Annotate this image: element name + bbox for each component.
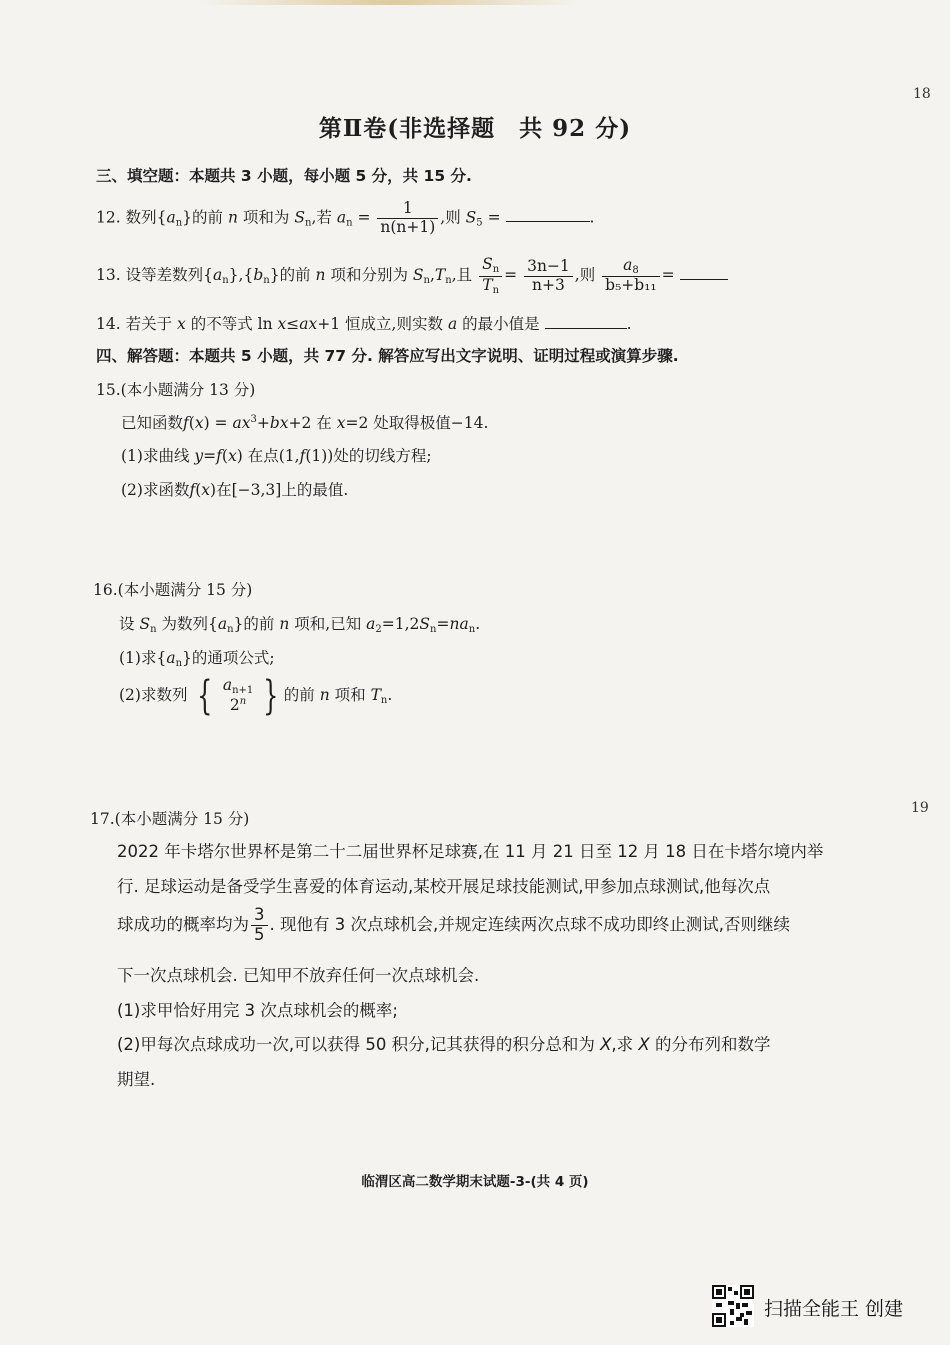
question-17-part-2-end: 期望. <box>117 1070 156 1089</box>
question-16-part-1: (1)求$\{a_n\}$的通项公式; <box>119 649 275 669</box>
part-two-title: 第Ⅱ卷(非选择题 共 92 分) <box>318 115 632 142</box>
q14-answer-blank[interactable] <box>545 314 627 329</box>
question-12: 12. 数列$\{a_n\}$的前 n 项和为 $S_n$,若 $a_n$ = $\frac{1}{n(n+1)}$ ,则 $S_5$ = . <box>96 199 595 236</box>
q12-fraction: $\frac{1}{n(n+1)}$ <box>377 200 438 237</box>
section-four-heading: 四、解答题：本题共 5 小题，共 77 分. 解答应写出文字说明、证明过程或演算步骤. <box>96 347 679 365</box>
q13-answer-blank[interactable] <box>680 265 728 280</box>
question-15-header: 15.(本小题满分 13 分) <box>96 381 256 399</box>
question-17-line-3: 球成功的概率均为 $\frac{3}{5}$ . 现他有 3 次点球机会,并规定连续两次点球不成功即终止测试,否则继续 <box>117 905 790 944</box>
q12-answer-blank[interactable] <box>506 207 590 222</box>
question-17-line-4: 下一次点球机会. 已知甲不放弃任何一次点球机会. <box>117 966 480 985</box>
question-14: 14. 若关于 x 的不等式 ln x≤ax+1 恒成立,则实数 a 的最小值是 . <box>96 315 632 333</box>
page-footer: 临渭区高二数学期末试题-3-(共 4 页) <box>361 1174 589 1190</box>
q13-fraction-target: $\frac{a_8}{\text{b₅+b₁₁}}$ <box>602 257 659 295</box>
q13-fraction-ratio: $\frac{S_n}{T_n}$ <box>479 256 502 296</box>
question-15-part-2: (2)求函数f(x)在[−3,3]上的最值. <box>121 481 349 499</box>
scan-edge-tint <box>200 0 580 5</box>
q16-sequence-fraction: $a_{n+1}$ 2$^n$ <box>222 675 254 715</box>
scanner-watermark: 扫描全能王 创建 <box>764 1298 904 1320</box>
question-17-line-2: 行. 足球运动是备受学生喜爱的体育运动,某校开展足球技能测试,甲参加点球测试,他每次点 <box>117 877 771 896</box>
question-15-part-1: (1)求曲线 y=f(x) 在点(1,f(1))处的切线方程; <box>121 447 432 465</box>
question-17-header: 17.(本小题满分 15 分) <box>90 810 250 828</box>
margin-page-number-top: 18 <box>913 86 931 102</box>
question-17-line-1: 2022 年卡塔尔世界杯是第二十二届世界杯足球赛,在 11 月 21 日至 12 月 18 日在卡塔尔境内举 <box>117 842 824 861</box>
margin-page-number-middle: 19 <box>911 800 929 816</box>
question-17-part-2: (2)甲每次点球成功一次,可以获得 50 积分,记其获得的积分总和为 X,求 X 的分布列和数学 <box>117 1035 771 1054</box>
q17-probability-fraction: $\frac{3}{5}$ <box>251 906 268 945</box>
question-15-stem: 已知函数$f(x) = ax^3+bx+2$ 在 x=2 处取得极值−14. <box>121 414 489 432</box>
question-16-part-2: (2)求数列 { $a_{n+1}$ 2$^n$ } 的前 n 项和 $T_n$. <box>119 673 393 719</box>
question-17-part-1: (1)求甲恰好用完 3 次点球机会的概率; <box>117 1001 398 1020</box>
question-16-stem: 设 $S_n$ 为数列$\{a_n\}$的前 n 项和,已知 $a_2=1,2S_n=na_n$. <box>119 615 481 635</box>
q13-fraction-value: $\frac{3n-1}{n+3}$ <box>524 258 573 295</box>
section-three-heading: 三、填空题：本题共 3 小题，每小题 5 分，共 15 分. <box>96 167 472 185</box>
question-16-header: 16.(本小题满分 15 分) <box>93 581 253 599</box>
question-13: 13. 设等差数列$\{a_n\},\{b_n\}$的前 n 项和分别为 $S_n,T_n$,且 $\frac{S_n}{T_n}$ = $\frac{3n-1}{n+3}$ ,则 $\frac{a_8}{\text{b₅+b₁₁}}$ = <box>96 256 728 296</box>
qr-code-icon <box>712 1285 754 1327</box>
